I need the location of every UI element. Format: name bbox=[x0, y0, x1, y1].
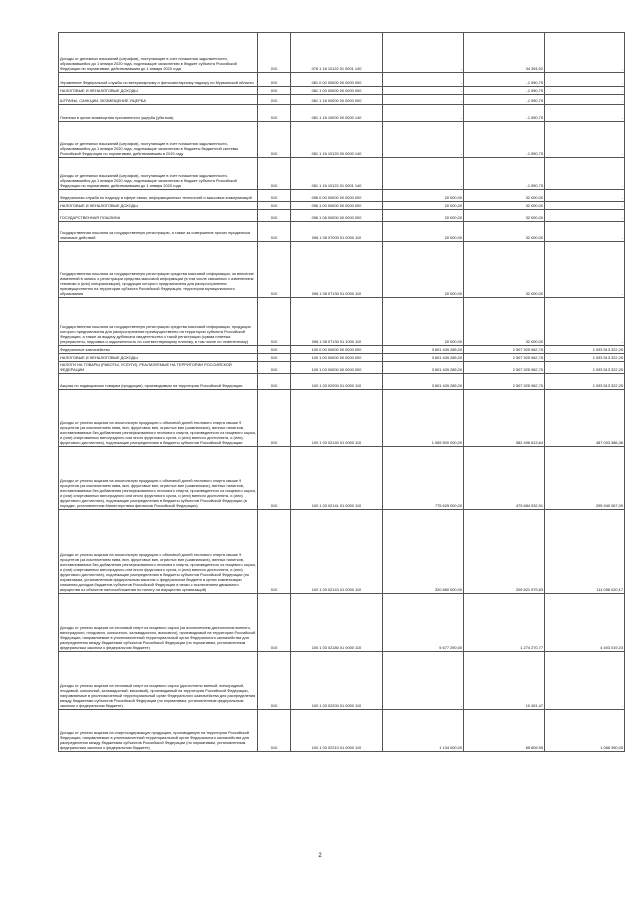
row-kbk: 100 1 03 02180 01 0000 110 bbox=[291, 594, 383, 652]
row-name: Государственная пошлина за государственную регистрацию средства массовой информации, за внесение изменений в запись о регистрации средства массовой информации (в том числе связанных с изменением тематики и (или) специализации), продукция которого предназначена для распространения преимущественно на территории субъекта Российской Федерации, территории муниципального образования bbox=[59, 242, 258, 298]
row-kbk: 096 0 00 00000 00 0000 000 bbox=[291, 190, 383, 202]
row-name: Государственная пошлина за государственную регистрацию средства массовой информации, продукция которого предназначена для распространения преимущественно на территории субъекта Российской Федерации, а также за выдачу дубликата свидетельства о такой регистрации (сумма платежа (перерасчеты, недоимка и задолженность по соответствующему платежу, в том числе по отмененному) bbox=[59, 298, 258, 346]
row-approved: - bbox=[383, 122, 464, 158]
row-unexecuted: - bbox=[545, 95, 625, 105]
row-code: 010 bbox=[258, 354, 291, 362]
row-approved: 1 069 500 000,00 bbox=[383, 390, 464, 447]
row-approved: - bbox=[383, 105, 464, 122]
row-name: ШТРАФЫ, САНКЦИИ, ВОЗМЕЩЕНИЕ УЩЕРБА bbox=[59, 95, 258, 105]
table-row bbox=[59, 190, 625, 202]
row-code: 010 bbox=[258, 122, 291, 158]
row-kbk: 100 1 00 00000 00 0000 000 bbox=[291, 354, 383, 362]
row-code: 010 bbox=[258, 222, 291, 242]
row-approved: - bbox=[383, 652, 464, 710]
row-kbk: 100 1 03 02210 01 0000 110 bbox=[291, 710, 383, 752]
row-name: Доходы от денежных взысканий (штрафов), поступающие в счет погашения задолженности, образовавшейся до 1 января 2020 года, подлежащие зачислению в бюджет субъекта Российской Федерации по нормативам, действовавшим до 1 января 2020 года bbox=[59, 158, 258, 190]
row-kbk: 100 1 03 02200 01 0000 110 bbox=[291, 652, 383, 710]
row-approved: 20 000,00 bbox=[383, 210, 464, 222]
row-approved: 3 601 439 285,00 bbox=[383, 362, 464, 374]
row-approved: 20 000,00 bbox=[383, 298, 464, 346]
table-row bbox=[59, 105, 625, 122]
row-unexecuted: 487 003 386,36 bbox=[545, 390, 625, 447]
row-unexecuted: - bbox=[545, 158, 625, 190]
row-executed: 65 609,95 bbox=[464, 710, 545, 752]
row-code: 010 bbox=[258, 190, 291, 202]
row-code: 010 bbox=[258, 33, 291, 73]
row-kbk: 081 1 16 10122 01 0001 140 bbox=[291, 158, 383, 190]
row-code: 010 bbox=[258, 298, 291, 346]
row-approved: 320 880 000,00 bbox=[383, 510, 464, 594]
row-code: 010 bbox=[258, 242, 291, 298]
row-executed: 479 684 932,91 bbox=[464, 447, 545, 510]
row-unexecuted: 1 093 513 322,25 bbox=[545, 346, 625, 354]
row-code: 010 bbox=[258, 447, 291, 510]
revenue-table bbox=[58, 32, 625, 752]
row-name: Доходы от уплаты акцизов на алкогольную продукцию с объемной долей этилового спирта свыше 9 процентов (за исключением пива, вин, фруктовых вин, игристых вин (шампанских), винных напитков, изготавливаемых без добавления ректификованного этилового спирта, произведенного из пищевого сырья, и (или) спиртованных виноградного или иного фруктового сусла, и (или) винного дистиллята, и (или) фруктового дистиллята), подлежащие распределению в бюджеты субъектов Российской Федерации bbox=[59, 390, 258, 447]
row-code: 010 bbox=[258, 95, 291, 105]
row-name: НАЛОГОВЫЕ И НЕНАЛОГОВЫЕ ДОХОДЫ bbox=[59, 87, 258, 95]
row-name: Доходы от уплаты акцизов на этиловый спирт из пищевого сырья (за исключением дистиллятов винного, виноградного, плодового, коньячного, кальвадосного, вискового), производимый на территории Российской Федерации, направляемые в уполномоченный территориальный орган Федерального казначейства для распределения между бюджетами субъектов Российской Федерации (по нормативам, установленным федеральным законом о федеральном бюджете) bbox=[59, 594, 258, 652]
row-kbk: 081 1 16 10000 00 0000 140 bbox=[291, 105, 383, 122]
row-name: Федеральная служба по надзору в сфере связи, информационных технологий и массовых коммуникаций bbox=[59, 190, 258, 202]
table-row bbox=[59, 122, 625, 158]
row-executed: -1 590,75 bbox=[464, 95, 545, 105]
row-executed: 1 274 270,77 bbox=[464, 594, 545, 652]
table-row bbox=[59, 354, 625, 362]
row-unexecuted: - bbox=[545, 105, 625, 122]
row-name: Управление Федеральной службы по ветеринарному и фитосанитарному надзору по Мурманской области bbox=[59, 73, 258, 87]
row-code: 010 bbox=[258, 346, 291, 354]
row-unexecuted: 1 068 390,05 bbox=[545, 710, 625, 752]
table-row bbox=[59, 158, 625, 190]
row-executed: -1 590,75 bbox=[464, 105, 545, 122]
row-code: 010 bbox=[258, 87, 291, 95]
row-unexecuted: - bbox=[545, 242, 625, 298]
row-unexecuted: - bbox=[545, 122, 625, 158]
row-unexecuted: 295 940 067,09 bbox=[545, 447, 625, 510]
row-unexecuted: - bbox=[545, 202, 625, 210]
row-approved: 20 000,00 bbox=[383, 202, 464, 210]
row-executed: 2 507 925 962,75 bbox=[464, 346, 545, 354]
row-name: Платежи в целях возмещения причиненного ущерба (убытков) bbox=[59, 105, 258, 122]
row-approved: - bbox=[383, 73, 464, 87]
row-unexecuted: - bbox=[545, 190, 625, 202]
row-kbk: 100 1 03 02143 01 0000 110 bbox=[291, 510, 383, 594]
row-kbk: 096 1 08 07130 01 1000 110 bbox=[291, 298, 383, 346]
row-code: 010 bbox=[258, 510, 291, 594]
row-code: 010 bbox=[258, 652, 291, 710]
row-name: Федеральное казначейство bbox=[59, 346, 258, 354]
row-name: НАЛОГОВЫЕ И НЕНАЛОГОВЫЕ ДОХОДЫ bbox=[59, 354, 258, 362]
row-name: Доходы от уплаты акцизов на алкогольную продукцию с объемной долей этилового спирта свыше 9 процентов (за исключением пива, вин, фруктовых вин, игристых вин (шампанских), винных напитков, изготавливаемых без добавления ректификованного этилового спирта, произведенного из пищевого сырья, и (или) спиртованных виноградного или иного фруктового сусла, и (или) винного дистиллята, и (или) фруктового дистиллята), подлежащие распределению в бюджеты субъектов Российской Федерации (по нормативам, установленным федеральным законом о федеральном бюджете в целях компенсации снижения доходов бюджетов субъектов Российской Федерации в связи с исключением движимого имущества из объектов налогообложения по налогу на имущество организаций) bbox=[59, 510, 258, 594]
row-executed: -1 590,75 bbox=[464, 122, 545, 158]
row-unexecuted: - bbox=[545, 210, 625, 222]
row-code: 010 bbox=[258, 390, 291, 447]
row-unexecuted: - bbox=[545, 87, 625, 95]
row-name: Доходы от уплаты акцизов на этиловый спирт из пищевого сырья (дистилляты винный, виноградный, плодовый, коньячный, кальвадосный, висковый), производимый на территории Российской Федерации, направляемые в уполномоченный территориальный орган Федерального казначейства для распределения между бюджетами субъектов Российской Федерации (по нормативам, установленным федеральным законом о федеральном бюджете) bbox=[59, 652, 258, 710]
page-number: 2 bbox=[318, 853, 322, 859]
row-approved: 20 000,00 bbox=[383, 222, 464, 242]
row-approved: 1 134 000,00 bbox=[383, 710, 464, 752]
row-approved: 20 000,00 bbox=[383, 242, 464, 298]
row-executed: 32 000,00 bbox=[464, 190, 545, 202]
row-kbk: 076 1 16 10122 01 0001 140 bbox=[291, 33, 383, 73]
table-row bbox=[59, 652, 625, 710]
row-unexecuted: 1 093 513 322,25 bbox=[545, 362, 625, 374]
row-kbk: 100 1 03 02140 01 0000 110 bbox=[291, 390, 383, 447]
row-kbk: 096 1 08 00000 00 0000 000 bbox=[291, 210, 383, 222]
table-row bbox=[59, 390, 625, 447]
row-executed: -1 590,75 bbox=[464, 158, 545, 190]
row-approved: 3 601 439 285,00 bbox=[383, 354, 464, 362]
row-executed: 32 000,00 bbox=[464, 202, 545, 210]
row-executed: 2 507 925 962,75 bbox=[464, 354, 545, 362]
row-executed: 32 000,00 bbox=[464, 298, 545, 346]
row-code: 010 bbox=[258, 105, 291, 122]
row-kbk: 096 1 08 07130 01 0000 110 bbox=[291, 242, 383, 298]
table-row bbox=[59, 346, 625, 354]
row-code: 010 bbox=[258, 73, 291, 87]
table-row bbox=[59, 210, 625, 222]
table-row bbox=[59, 87, 625, 95]
row-kbk: 100 1 03 02141 01 0000 110 bbox=[291, 447, 383, 510]
row-executed: 2 507 925 962,75 bbox=[464, 374, 545, 390]
row-kbk: 100 1 03 00000 00 0000 000 bbox=[291, 362, 383, 374]
table-row bbox=[59, 447, 625, 510]
row-executed: 209 821 979,83 bbox=[464, 510, 545, 594]
table-row bbox=[59, 510, 625, 594]
row-name: Доходы от денежных взысканий (штрафов), поступающие в счет погашения задолженности, образовавшейся до 1 января 2020 года, подлежащие зачислению в бюджеты бюджетной системы Российской Федерации по нормативам, действовавшим в 2019 году bbox=[59, 122, 258, 158]
row-kbk: 081 1 16 10120 00 0000 140 bbox=[291, 122, 383, 158]
row-name: Государственная пошлина за государственную регистрацию, а также за совершение прочих юридически значимых действий bbox=[59, 222, 258, 242]
row-unexecuted: 4 403 019,23 bbox=[545, 594, 625, 652]
row-kbk: 096 1 08 07000 01 0000 110 bbox=[291, 222, 383, 242]
row-executed: 34 394,52 bbox=[464, 33, 545, 73]
row-unexecuted: - bbox=[545, 652, 625, 710]
row-unexecuted: 111 058 020,17 bbox=[545, 510, 625, 594]
row-executed: 32 000,00 bbox=[464, 222, 545, 242]
row-name: Доходы от уплаты акцизов на алкогольную продукцию с объемной долей этилового спирта свыше 9 процентов (за исключением пива, вин, фруктовых вин, игристых вин (шампанских), винных напитков, изготавливаемых без добавления ректификованного этилового спирта, произведенного из пищевого сырья, и (или) спиртованных виноградного или иного фруктового сусла, и (или) винного дистиллята, и (или) фруктового дистиллята), подлежащие распределению в бюджеты субъектов Российской Федерации (в порядке, установленном Министерством финансов Российской Федерации) bbox=[59, 447, 258, 510]
row-kbk: 081 1 16 00000 00 0000 000 bbox=[291, 95, 383, 105]
row-code: 010 bbox=[258, 594, 291, 652]
row-executed: 32 000,00 bbox=[464, 210, 545, 222]
table-row bbox=[59, 73, 625, 87]
row-approved: - bbox=[383, 95, 464, 105]
table-row bbox=[59, 242, 625, 298]
table-row bbox=[59, 202, 625, 210]
row-unexecuted: 1 093 513 322,25 bbox=[545, 374, 625, 390]
row-approved: 20 000,00 bbox=[383, 190, 464, 202]
row-name: НАЛОГИ НА ТОВАРЫ (РАБОТЫ, УСЛУГИ), РЕАЛИЗУЕМЫЕ НА ТЕРРИТОРИИ РОССИЙСКОЙ ФЕДЕРАЦИИ bbox=[59, 362, 258, 374]
row-approved: 3 601 439 285,00 bbox=[383, 374, 464, 390]
row-executed: 32 000,00 bbox=[464, 242, 545, 298]
row-kbk: 100 0 00 00000 00 0000 000 bbox=[291, 346, 383, 354]
table-row bbox=[59, 222, 625, 242]
table-row bbox=[59, 33, 625, 73]
row-unexecuted: - bbox=[545, 298, 625, 346]
row-unexecuted: - bbox=[545, 33, 625, 73]
row-unexecuted: 1 093 513 322,25 bbox=[545, 354, 625, 362]
row-approved: - bbox=[383, 33, 464, 73]
row-unexecuted: - bbox=[545, 73, 625, 87]
row-approved: 3 601 439 285,00 bbox=[383, 346, 464, 354]
row-approved: - bbox=[383, 87, 464, 95]
row-kbk: 096 1 00 00000 00 0000 000 bbox=[291, 202, 383, 210]
row-code: 010 bbox=[258, 158, 291, 190]
row-executed: 582 496 613,64 bbox=[464, 390, 545, 447]
row-name: Акцизы по подакцизным товарам (продукции), производимым на территории Российской Федерации bbox=[59, 374, 258, 390]
row-approved: 775 625 000,00 bbox=[383, 447, 464, 510]
table-row bbox=[59, 374, 625, 390]
row-code: 010 bbox=[258, 210, 291, 222]
row-name: Доходы от уплаты акцизов на спиртосодержащую продукцию, производимую на территории Российской Федерации, направляемые в уполномоченный территориальный орган Федерального казначейства для распределения между бюджетами субъектов Российской Федерации (по нормативам, установленным федеральным законом о федеральном бюджете) bbox=[59, 710, 258, 752]
row-code: 010 bbox=[258, 374, 291, 390]
row-approved: - bbox=[383, 158, 464, 190]
table-row bbox=[59, 298, 625, 346]
row-kbk: 100 1 03 02000 01 0000 110 bbox=[291, 374, 383, 390]
row-kbk: 081 0 00 00000 00 0000 000 bbox=[291, 73, 383, 87]
row-executed: -1 590,75 bbox=[464, 73, 545, 87]
row-unexecuted: - bbox=[545, 222, 625, 242]
row-name: НАЛОГОВЫЕ И НЕНАЛОГОВЫЕ ДОХОДЫ bbox=[59, 202, 258, 210]
table-row bbox=[59, 594, 625, 652]
row-code: 010 bbox=[258, 362, 291, 374]
row-executed: 10 451,47 bbox=[464, 652, 545, 710]
table-row bbox=[59, 362, 625, 374]
row-kbk: 081 1 00 00000 00 0000 000 bbox=[291, 87, 383, 95]
table-row bbox=[59, 95, 625, 105]
row-code: 010 bbox=[258, 710, 291, 752]
row-executed: 2 507 925 962,75 bbox=[464, 362, 545, 374]
row-approved: 5 677 290,00 bbox=[383, 594, 464, 652]
row-code: 010 bbox=[258, 202, 291, 210]
row-executed: -1 590,75 bbox=[464, 87, 545, 95]
row-name: Доходы от денежных взысканий (штрафов), поступающие в счет погашения задолженности, образовавшейся до 1 января 2020 года, подлежащие зачислению в бюджет субъекта Российской Федерации по нормативам, действовавшим до 1 января 2020 года bbox=[59, 33, 258, 73]
row-name: ГОСУДАРСТВЕННАЯ ПОШЛИНА bbox=[59, 210, 258, 222]
table-row bbox=[59, 710, 625, 752]
